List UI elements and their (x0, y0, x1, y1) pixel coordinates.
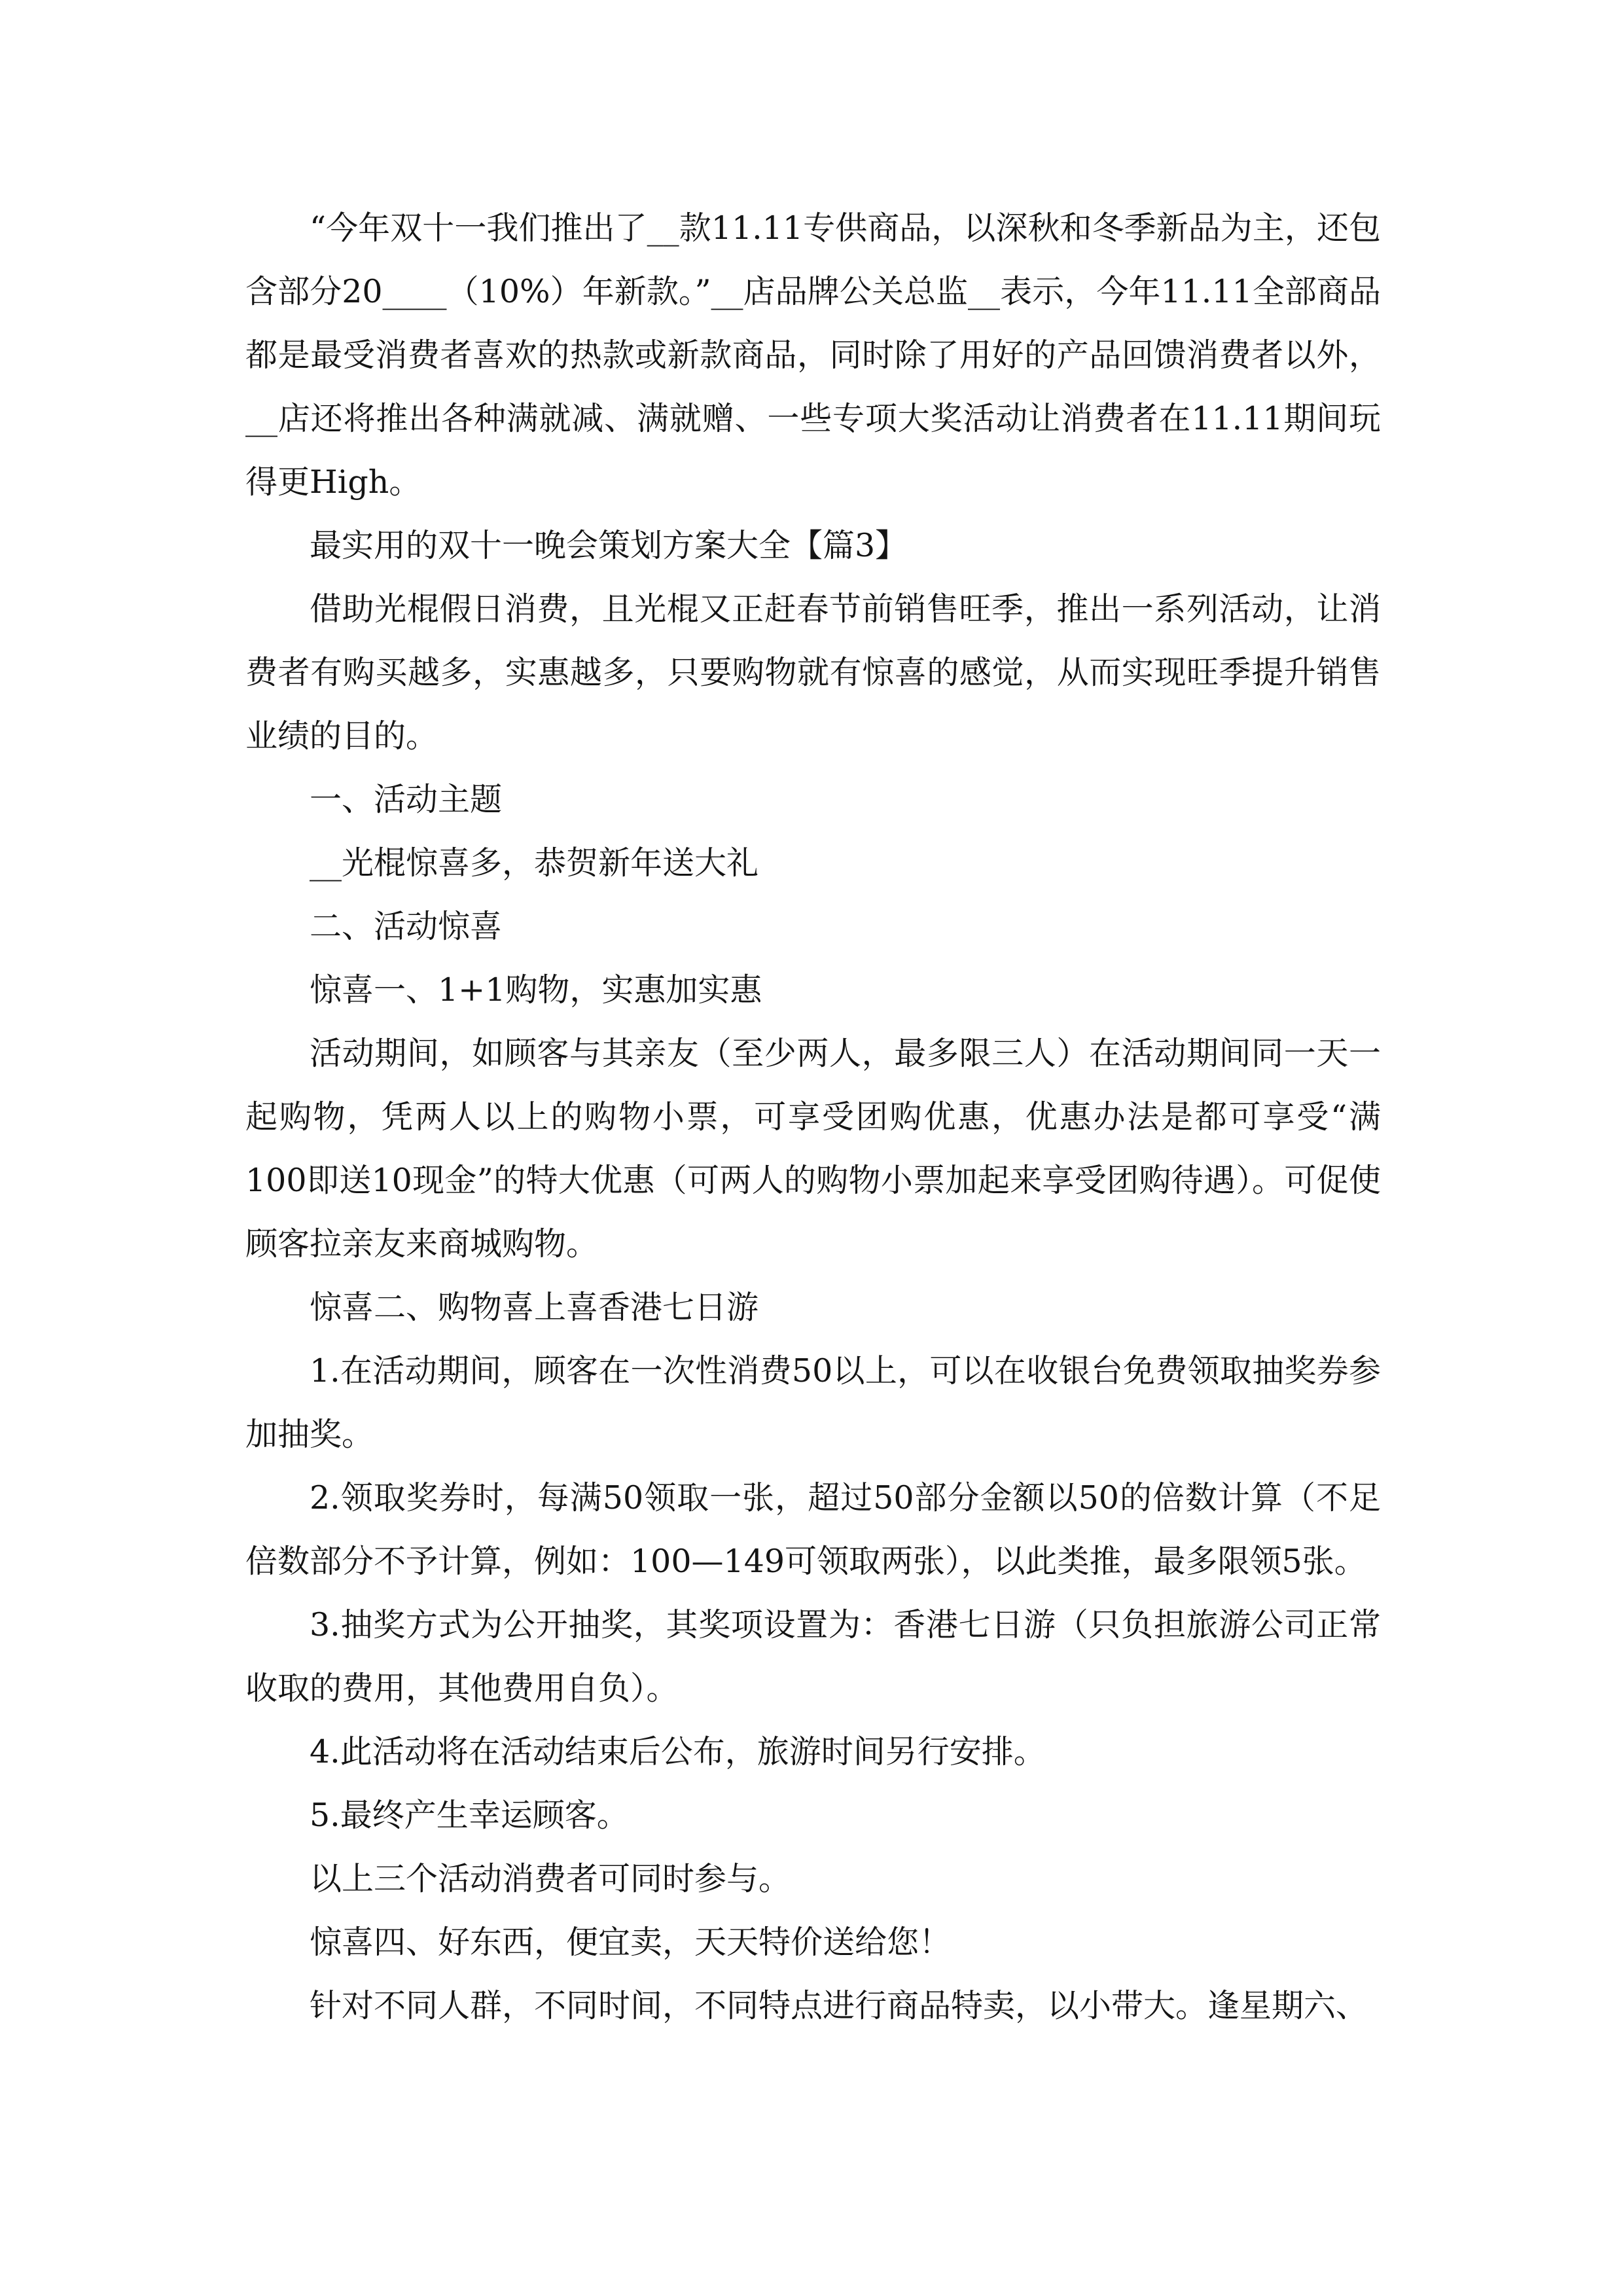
list-item-2: 2.领取奖券时，每满50领取一张，超过50部分金额以50的倍数计算（不足倍数部分不予计算，例如：100—149可领取两张），以此类推，最多限领5张。 (245, 1479, 1381, 1580)
section-title: 最实用的双十一晚会策划方案大全【篇3】 (310, 527, 908, 564)
paragraph-surprise-four: 针对不同人群，不同时间，不同特点进行商品特卖，以小带大。逢星期六、 (310, 1987, 1368, 2024)
heading-surprise-four: 惊喜四、好东西，便宜卖，天天特价送给您！ (310, 1924, 952, 1961)
heading-surprise-two: 惊喜二、购物喜上喜香港七日游 (310, 1289, 759, 1326)
document-body (245, 196, 1381, 2037)
heading-surprise-one: 惊喜一、1+1购物，实惠加实惠 (310, 971, 762, 1009)
paragraph-combined-note: 以上三个活动消费者可同时参与。 (310, 1860, 791, 1897)
list-item-3: 3.抽奖方式为公开抽奖，其奖项设置为：香港七日游（只负担旅游公司正常收取的费用，其他费用自负）。 (245, 1606, 1381, 1707)
paragraph-intro-quote: “今年双十一我们推出了__款11.11专供商品，以深秋和冬季新品为主，还包含部分20____（10%）年新款。”__店品牌公关总监__表示，今年11.11全部商品都是最受消费者喜欢的热款或新款商品，同时除了用好的产品回馈消费者以外，__店还将推出各种满就减、满就赠、一些专项大奖活动让消费者在11.11期间玩得更High。 (245, 209, 1381, 501)
heading-activity-surprises: 二、活动惊喜 (310, 908, 503, 945)
list-item-5: 5.最终产生幸运顾客。 (310, 1797, 629, 1834)
paragraph-surprise-one: 活动期间，如顾客与其亲友（至少两人，最多限三人）在活动期间同一天一起购物，凭两人以上的购物小票，可享受团购优惠，优惠办法是都可享受“满100即送10现金”的特大优惠（可两人的购物小票加起来享受团购待遇）。可促使顾客拉亲友来商城购物。 (245, 1035, 1381, 1263)
list-item-1: 1.在活动期间，顾客在一次性消费50以上，可以在收银台免费领取抽奖券参加抽奖。 (245, 1352, 1381, 1453)
heading-activity-theme: 一、活动主题 (310, 781, 503, 818)
paragraph-background: 借助光棍假日消费，且光棍又正赶春节前销售旺季，推出一系列活动，让消费者有购买越多，实惠越多，只要购物就有惊喜的感觉，从而实现旺季提升销售业绩的目的。 (245, 590, 1381, 755)
list-item-4: 4.此活动将在活动结束后公布，旅游时间另行安排。 (310, 1733, 1046, 1770)
paragraph-theme-text: __光棍惊喜多，恭贺新年送大礼 (310, 844, 759, 882)
